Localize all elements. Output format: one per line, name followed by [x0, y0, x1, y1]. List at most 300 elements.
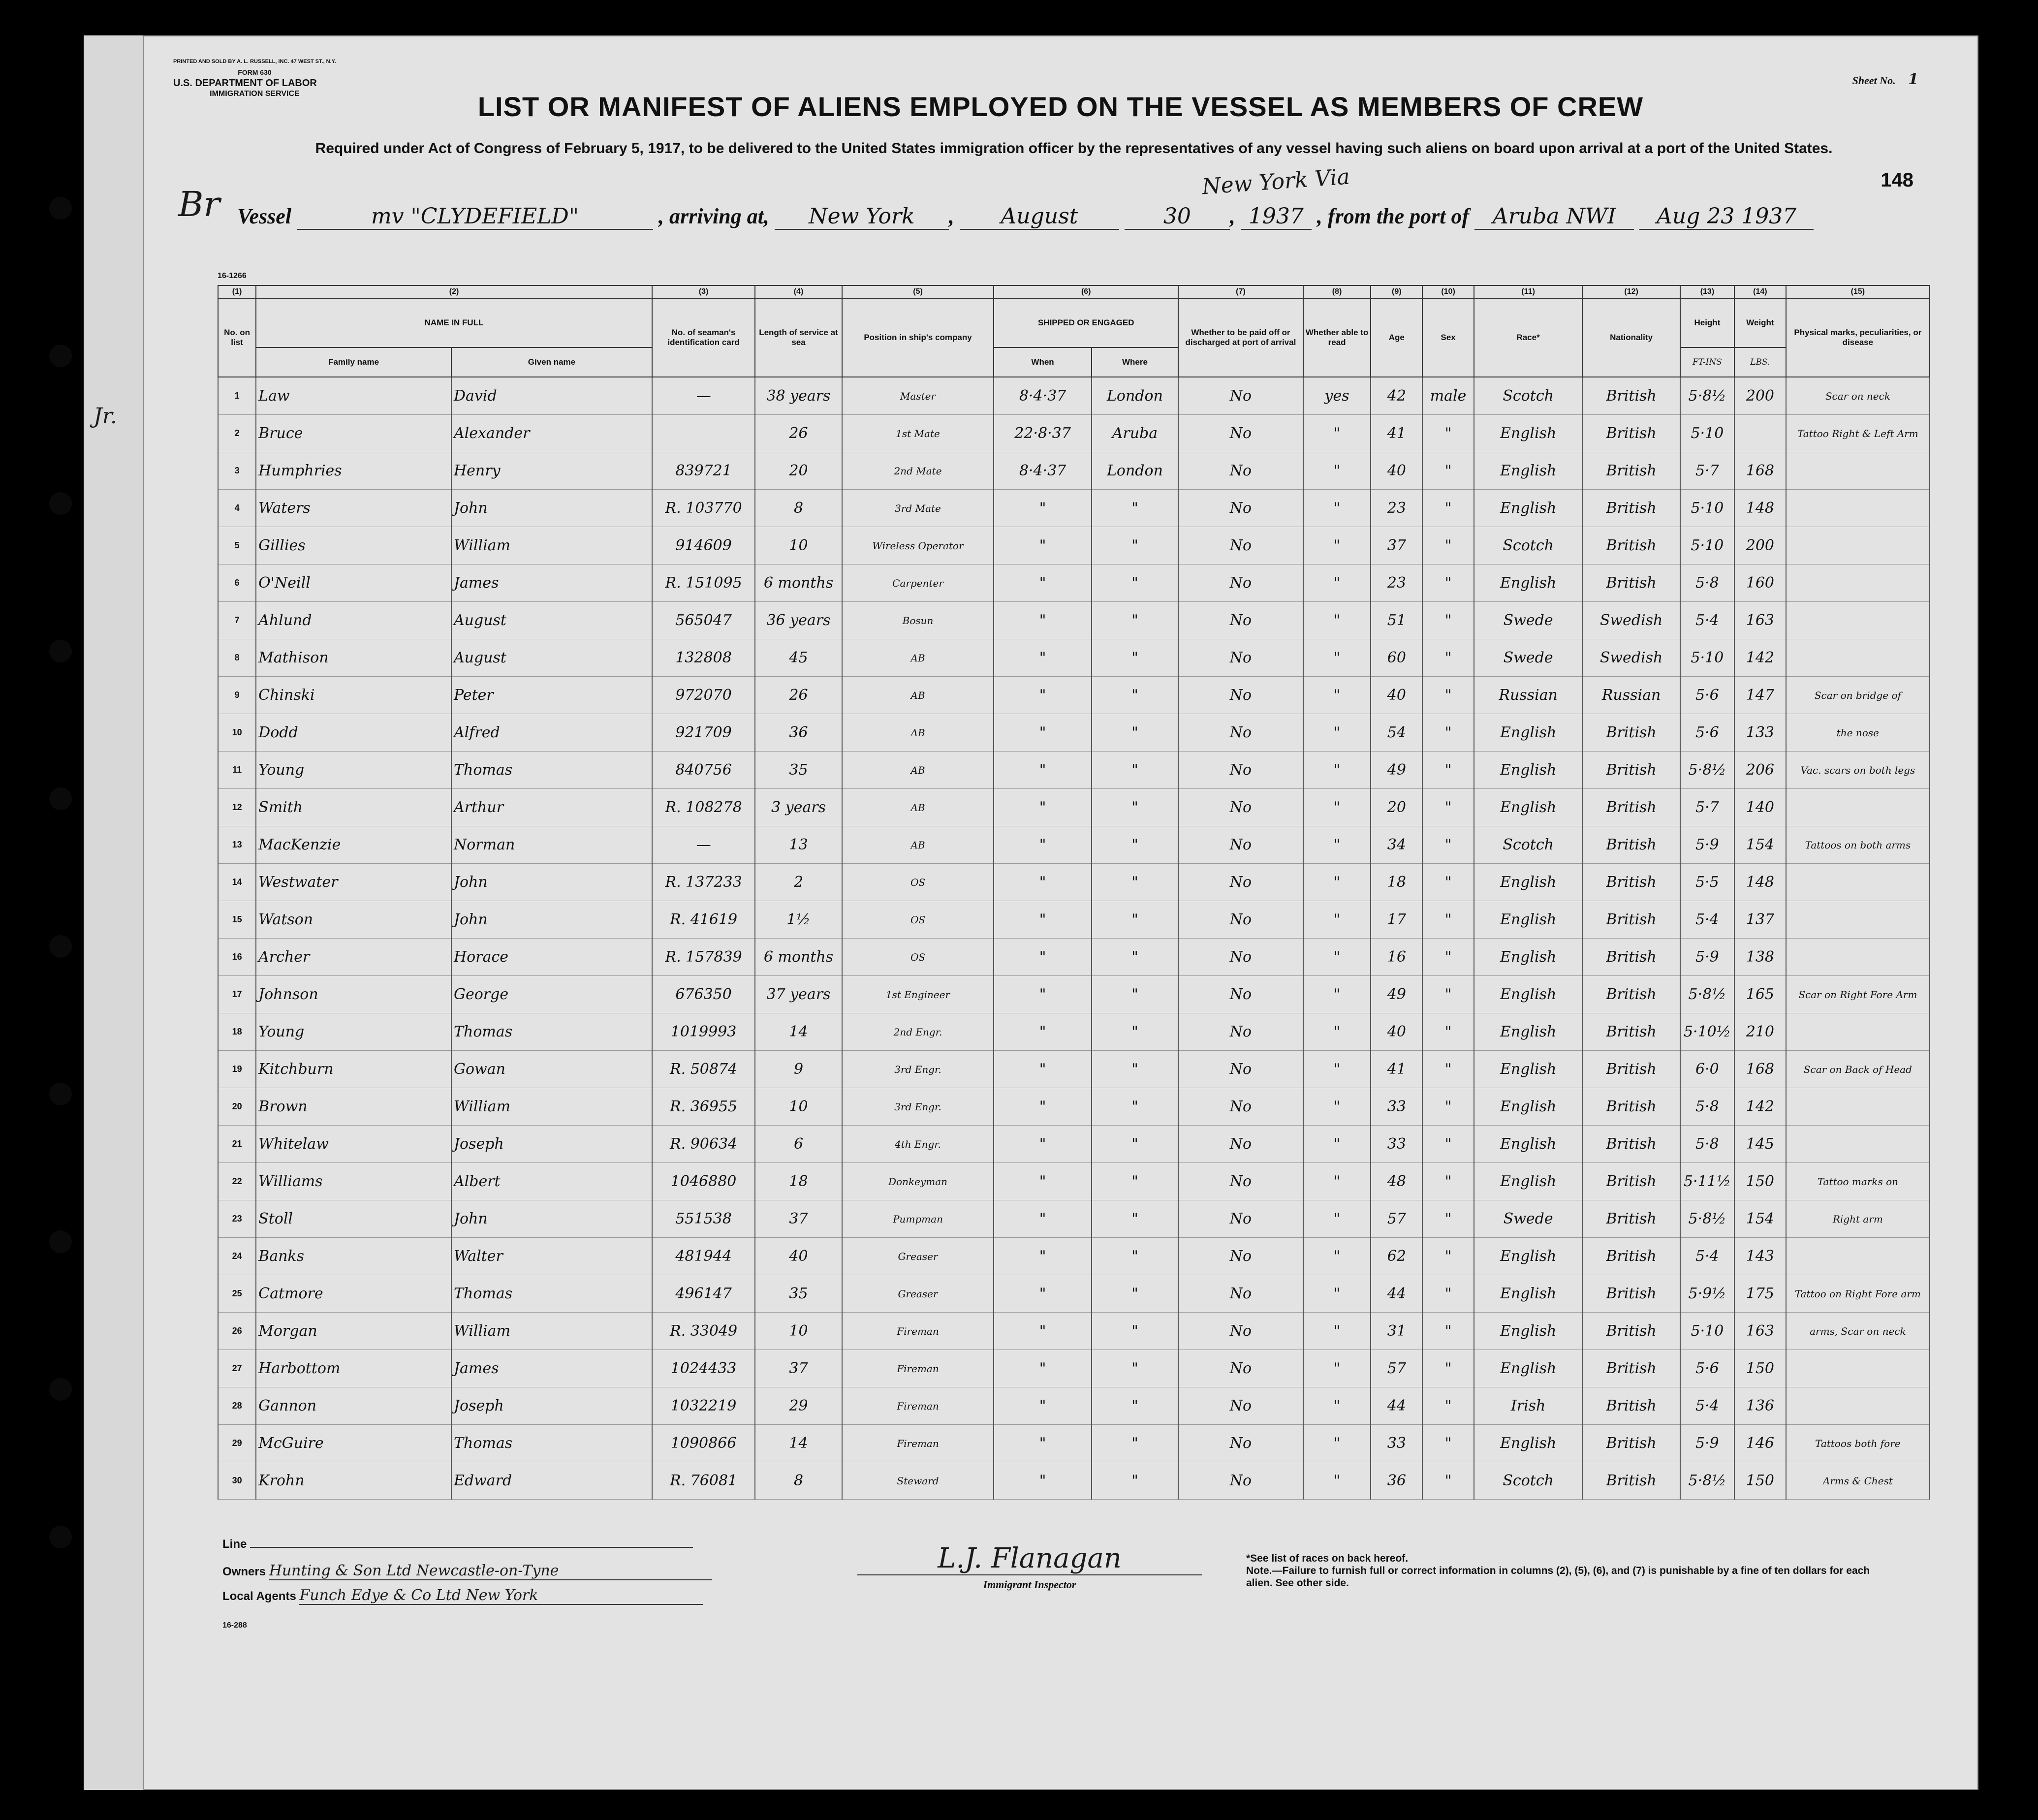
height-cell: 5·9½: [1680, 1275, 1734, 1313]
race-cell: Scotch: [1474, 527, 1582, 565]
header-row-1: [218, 298, 1930, 347]
crew-row: [218, 677, 1930, 714]
position-cell: AB: [842, 639, 994, 677]
length-of-service-cell: 36: [755, 714, 842, 752]
height-cell: 5·4: [1680, 901, 1734, 939]
family-name-cell: Williams: [256, 1163, 451, 1200]
physical-marks-cell: arms, Scar on neck: [1786, 1313, 1930, 1350]
able-to-read-cell: ": [1303, 1387, 1371, 1425]
race-cell: English: [1474, 1425, 1582, 1462]
nationality-cell: British: [1582, 527, 1680, 565]
arrival-year: 1937: [1241, 204, 1312, 230]
weight-cell: [1734, 415, 1786, 452]
given-name-cell: James: [451, 565, 652, 602]
family-name-cell: Westwater: [256, 864, 451, 901]
weight-cell: 154: [1734, 826, 1786, 864]
age-cell: 41: [1371, 415, 1422, 452]
race-cell: Swede: [1474, 602, 1582, 639]
crew-row: [218, 789, 1930, 826]
length-of-service-cell: 14: [755, 1013, 842, 1051]
race-cell: Scotch: [1474, 826, 1582, 864]
row-number-cell: 11: [218, 752, 256, 789]
age-cell: 33: [1371, 1425, 1422, 1462]
length-of-service-cell: 1½: [755, 901, 842, 939]
header-no: No. on list: [218, 298, 256, 377]
able-to-read-cell: ": [1303, 1462, 1371, 1500]
able-to-read-cell: ": [1303, 1425, 1371, 1462]
position-cell: Greaser: [842, 1275, 994, 1313]
paid-off-cell: No: [1178, 976, 1303, 1013]
nationality-cell: British: [1582, 1425, 1680, 1462]
sex-cell: ": [1422, 1313, 1474, 1350]
crew-row: [218, 1350, 1930, 1387]
line-label: Line: [222, 1538, 247, 1551]
owners-row: [222, 1562, 813, 1587]
position-cell: 1st Mate: [842, 415, 994, 452]
given-name-cell: John: [451, 1200, 652, 1238]
id-card-cell: 132808: [652, 639, 755, 677]
sex-cell: ": [1422, 1013, 1474, 1051]
crew-table: [218, 285, 1930, 1500]
row-number-cell: 19: [218, 1051, 256, 1088]
sex-cell: ": [1422, 1425, 1474, 1462]
sex-cell: ": [1422, 1387, 1474, 1425]
given-name-cell: Arthur: [451, 789, 652, 826]
height-cell: 5·7: [1680, 789, 1734, 826]
id-card-cell: [652, 415, 755, 452]
given-name-cell: Gowan: [451, 1051, 652, 1088]
height-cell: 5·9: [1680, 939, 1734, 976]
position-cell: OS: [842, 939, 994, 976]
age-cell: 33: [1371, 1088, 1422, 1126]
sex-cell: ": [1422, 1350, 1474, 1387]
given-name-cell: Albert: [451, 1163, 652, 1200]
physical-marks-cell: Tattoo Right & Left Arm: [1786, 415, 1930, 452]
shipped-when-cell: ": [994, 826, 1091, 864]
family-name-cell: Waters: [256, 490, 451, 527]
header-weight-unit: LBS.: [1734, 347, 1786, 377]
family-name-cell: Gillies: [256, 527, 451, 565]
race-cell: English: [1474, 714, 1582, 752]
age-cell: 40: [1371, 677, 1422, 714]
nationality-cell: British: [1582, 1387, 1680, 1425]
age-cell: 34: [1371, 826, 1422, 864]
given-name-cell: Thomas: [451, 1013, 652, 1051]
col-num: (5): [842, 285, 994, 298]
id-card-cell: 1019993: [652, 1013, 755, 1051]
binding-hole: [49, 640, 72, 662]
weight-cell: 140: [1734, 789, 1786, 826]
shipped-where-cell: ": [1092, 1238, 1178, 1275]
shipped-when-cell: 22·8·37: [994, 415, 1091, 452]
header-nationality: Nationality: [1582, 298, 1680, 377]
weight-cell: 160: [1734, 565, 1786, 602]
shipped-where-cell: Aruba: [1092, 415, 1178, 452]
sex-cell: ": [1422, 789, 1474, 826]
nationality-cell: British: [1582, 1126, 1680, 1163]
crew-row: [218, 976, 1930, 1013]
given-name-cell: Alexander: [451, 415, 652, 452]
shipped-where-cell: ": [1092, 1200, 1178, 1238]
bottom-code: 16-288: [222, 1621, 247, 1630]
header-shipped: SHIPPED OR ENGAGED: [994, 298, 1178, 347]
weight-cell: 200: [1734, 527, 1786, 565]
arrival-day: 30: [1125, 204, 1230, 230]
shipped-where-cell: ": [1092, 1013, 1178, 1051]
physical-marks-cell: [1786, 452, 1930, 490]
shipped-when-cell: ": [994, 1013, 1091, 1051]
physical-marks-cell: [1786, 1238, 1930, 1275]
family-name-cell: O'Neill: [256, 565, 451, 602]
height-cell: 5·6: [1680, 677, 1734, 714]
race-cell: English: [1474, 415, 1582, 452]
id-card-cell: 1090866: [652, 1425, 755, 1462]
shipped-where-cell: ": [1092, 1462, 1178, 1500]
row-number-cell: 10: [218, 714, 256, 752]
crew-row: [218, 752, 1930, 789]
position-cell: Greaser: [842, 1238, 994, 1275]
row-number-cell: 8: [218, 639, 256, 677]
length-of-service-cell: 9: [755, 1051, 842, 1088]
id-card-cell: 676350: [652, 976, 755, 1013]
race-cell: English: [1474, 452, 1582, 490]
shipped-when-cell: ": [994, 789, 1091, 826]
able-to-read-cell: ": [1303, 714, 1371, 752]
position-cell: Fireman: [842, 1387, 994, 1425]
header-when: When: [994, 347, 1091, 377]
shipped-when-cell: ": [994, 602, 1091, 639]
physical-marks-cell: [1786, 939, 1930, 976]
position-cell: 2nd Engr.: [842, 1013, 994, 1051]
age-cell: 33: [1371, 1126, 1422, 1163]
row-number-cell: 28: [218, 1387, 256, 1425]
row-number-cell: 2: [218, 415, 256, 452]
shipped-when-cell: ": [994, 677, 1091, 714]
age-cell: 57: [1371, 1200, 1422, 1238]
id-card-cell: 481944: [652, 1238, 755, 1275]
able-to-read-cell: ": [1303, 1238, 1371, 1275]
physical-marks-cell: Tattoo marks on: [1786, 1163, 1930, 1200]
position-cell: OS: [842, 901, 994, 939]
height-cell: 5·7: [1680, 452, 1734, 490]
age-cell: 62: [1371, 1238, 1422, 1275]
paid-off-cell: No: [1178, 1013, 1303, 1051]
page-number: 148: [1881, 169, 1913, 191]
shipped-where-cell: ": [1092, 1163, 1178, 1200]
race-cell: English: [1474, 789, 1582, 826]
able-to-read-cell: ": [1303, 677, 1371, 714]
shipped-when-cell: ": [994, 1238, 1091, 1275]
paid-off-cell: No: [1178, 639, 1303, 677]
weight-cell: 137: [1734, 901, 1786, 939]
race-cell: English: [1474, 1013, 1582, 1051]
shipped-when-cell: ": [994, 1387, 1091, 1425]
shipped-where-cell: London: [1092, 452, 1178, 490]
crew-row: [218, 901, 1930, 939]
paid-off-cell: No: [1178, 1275, 1303, 1313]
family-name-cell: Humphries: [256, 452, 451, 490]
paid-off-cell: No: [1178, 714, 1303, 752]
position-cell: Fireman: [842, 1313, 994, 1350]
age-cell: 23: [1371, 565, 1422, 602]
height-cell: 5·4: [1680, 1387, 1734, 1425]
weight-cell: 150: [1734, 1163, 1786, 1200]
age-cell: 37: [1371, 527, 1422, 565]
nationality-cell: British: [1582, 714, 1680, 752]
given-name-cell: Joseph: [451, 1387, 652, 1425]
able-to-read-cell: yes: [1303, 377, 1371, 415]
nationality-cell: British: [1582, 939, 1680, 976]
sex-cell: ": [1422, 826, 1474, 864]
shipped-where-cell: ": [1092, 1051, 1178, 1088]
shipped-when-cell: ": [994, 901, 1091, 939]
age-cell: 51: [1371, 602, 1422, 639]
sex-cell: ": [1422, 415, 1474, 452]
family-name-cell: Whitelaw: [256, 1126, 451, 1163]
shipped-when-cell: ": [994, 1200, 1091, 1238]
vessel-label: Vessel: [237, 204, 291, 228]
id-card-cell: 565047: [652, 602, 755, 639]
weight-cell: 133: [1734, 714, 1786, 752]
id-card-cell: 496147: [652, 1275, 755, 1313]
able-to-read-cell: ": [1303, 864, 1371, 901]
age-cell: 20: [1371, 789, 1422, 826]
id-card-cell: 551538: [652, 1200, 755, 1238]
crew-row: [218, 1425, 1930, 1462]
paid-off-cell: No: [1178, 565, 1303, 602]
form-number: FORM 630: [238, 68, 272, 76]
nationality-cell: British: [1582, 901, 1680, 939]
weight-cell: 210: [1734, 1013, 1786, 1051]
nationality-cell: British: [1582, 1013, 1680, 1051]
position-cell: 2nd Mate: [842, 452, 994, 490]
position-cell: 1st Engineer: [842, 976, 994, 1013]
departure-date: Aug 23 1937: [1639, 204, 1814, 230]
weight-cell: 147: [1734, 677, 1786, 714]
col-num: (1): [218, 285, 256, 298]
shipped-where-cell: ": [1092, 490, 1178, 527]
id-card-cell: R. 33049: [652, 1313, 755, 1350]
given-name-cell: August: [451, 639, 652, 677]
crew-row: [218, 1275, 1930, 1313]
weight-cell: 163: [1734, 1313, 1786, 1350]
owners-value: Hunting & Son Ltd Newcastle-on-Tyne: [269, 1562, 712, 1580]
nationality-cell: Swedish: [1582, 602, 1680, 639]
race-cell: English: [1474, 864, 1582, 901]
race-cell: English: [1474, 901, 1582, 939]
given-name-cell: Norman: [451, 826, 652, 864]
crew-table-wrapper: [218, 285, 1930, 1500]
header-given-name: Given name: [451, 347, 652, 377]
id-card-cell: R. 157839: [652, 939, 755, 976]
crew-row: [218, 714, 1930, 752]
family-name-cell: Ahlund: [256, 602, 451, 639]
sex-cell: ": [1422, 864, 1474, 901]
id-card-cell: R. 36955: [652, 1088, 755, 1126]
sex-cell: ": [1422, 1462, 1474, 1500]
shipped-where-cell: ": [1092, 602, 1178, 639]
nationality-cell: British: [1582, 1350, 1680, 1387]
agents-label: Local Agents: [222, 1590, 296, 1603]
paid-off-cell: No: [1178, 1313, 1303, 1350]
physical-marks-cell: [1786, 490, 1930, 527]
paid-off-cell: No: [1178, 490, 1303, 527]
col-num: (6): [994, 285, 1178, 298]
agents-row: [222, 1587, 813, 1611]
paid-off-cell: No: [1178, 826, 1303, 864]
sex-cell: ": [1422, 527, 1474, 565]
family-name-cell: Krohn: [256, 1462, 451, 1500]
id-card-cell: R. 76081: [652, 1462, 755, 1500]
length-of-service-cell: 45: [755, 639, 842, 677]
line-row: [222, 1538, 813, 1562]
sex-cell: ": [1422, 565, 1474, 602]
given-name-cell: Horace: [451, 939, 652, 976]
sex-cell: ": [1422, 490, 1474, 527]
shipped-where-cell: London: [1092, 377, 1178, 415]
length-of-service-cell: 37 years: [755, 976, 842, 1013]
nationality-cell: British: [1582, 976, 1680, 1013]
shipped-where-cell: ": [1092, 1275, 1178, 1313]
position-cell: AB: [842, 826, 994, 864]
sex-cell: ": [1422, 639, 1474, 677]
service: IMMIGRATION SERVICE: [210, 90, 300, 98]
header-service: Length of service at sea: [755, 298, 842, 377]
height-cell: 5·4: [1680, 1238, 1734, 1275]
shipped-when-cell: ": [994, 1350, 1091, 1387]
paid-off-cell: No: [1178, 1462, 1303, 1500]
physical-marks-cell: the nose: [1786, 714, 1930, 752]
id-card-cell: 921709: [652, 714, 755, 752]
sheet-number-label: Sheet No.: [1852, 74, 1896, 87]
id-card-cell: —: [652, 826, 755, 864]
weight-cell: 165: [1734, 976, 1786, 1013]
crew-row: [218, 415, 1930, 452]
height-cell: 5·4: [1680, 602, 1734, 639]
able-to-read-cell: ": [1303, 415, 1371, 452]
able-to-read-cell: ": [1303, 939, 1371, 976]
race-cell: Russian: [1474, 677, 1582, 714]
weight-cell: 138: [1734, 939, 1786, 976]
position-cell: Donkeyman: [842, 1163, 994, 1200]
given-name-cell: Henry: [451, 452, 652, 490]
header-marks: Physical marks, peculiarities, or disease: [1786, 298, 1930, 377]
row-number-cell: 12: [218, 789, 256, 826]
able-to-read-cell: ": [1303, 1350, 1371, 1387]
id-card-cell: 1032219: [652, 1387, 755, 1425]
height-cell: 5·8: [1680, 1126, 1734, 1163]
able-to-read-cell: ": [1303, 1200, 1371, 1238]
binding-hole: [49, 935, 72, 958]
id-card-cell: —: [652, 377, 755, 415]
length-of-service-cell: 20: [755, 452, 842, 490]
shipped-where-cell: ": [1092, 789, 1178, 826]
header-age: Age: [1371, 298, 1422, 377]
age-cell: 42: [1371, 377, 1422, 415]
shipped-where-cell: ": [1092, 527, 1178, 565]
sex-cell: ": [1422, 677, 1474, 714]
weight-cell: 142: [1734, 1088, 1786, 1126]
given-name-cell: Edward: [451, 1462, 652, 1500]
col-num: (4): [755, 285, 842, 298]
crew-row: [218, 1088, 1930, 1126]
vessel-name: mv "CLYDEFIELD": [297, 204, 653, 230]
note-races: *See list of races on back hereof.: [1246, 1553, 1409, 1564]
physical-marks-cell: [1786, 789, 1930, 826]
header-name: NAME IN FULL: [256, 298, 652, 347]
shipped-when-cell: ": [994, 1462, 1091, 1500]
physical-marks-cell: Tattoos on both arms: [1786, 826, 1930, 864]
physical-marks-cell: Scar on Back of Head: [1786, 1051, 1930, 1088]
shipped-where-cell: ": [1092, 1387, 1178, 1425]
crew-row: [218, 1387, 1930, 1425]
position-cell: 3rd Engr.: [842, 1088, 994, 1126]
nationality-cell: Russian: [1582, 677, 1680, 714]
owners-label: Owners: [222, 1565, 266, 1578]
height-cell: 5·10: [1680, 527, 1734, 565]
able-to-read-cell: ": [1303, 639, 1371, 677]
row-number-cell: 18: [218, 1013, 256, 1051]
sex-cell: ": [1422, 1238, 1474, 1275]
length-of-service-cell: 14: [755, 1425, 842, 1462]
header-read: Whether able to read: [1303, 298, 1371, 377]
nationality-cell: British: [1582, 789, 1680, 826]
id-card-cell: R. 90634: [652, 1126, 755, 1163]
race-cell: English: [1474, 1088, 1582, 1126]
age-cell: 36: [1371, 1462, 1422, 1500]
age-cell: 17: [1371, 901, 1422, 939]
length-of-service-cell: 37: [755, 1350, 842, 1387]
shipped-when-cell: ": [994, 527, 1091, 565]
position-cell: 4th Engr.: [842, 1126, 994, 1163]
race-cell: Scotch: [1474, 1462, 1582, 1500]
age-cell: 31: [1371, 1313, 1422, 1350]
able-to-read-cell: ": [1303, 452, 1371, 490]
length-of-service-cell: 10: [755, 1088, 842, 1126]
via-note: New York Via: [1201, 164, 1351, 200]
able-to-read-cell: ": [1303, 752, 1371, 789]
physical-marks-cell: [1786, 639, 1930, 677]
age-cell: 40: [1371, 452, 1422, 490]
id-card-cell: R. 50874: [652, 1051, 755, 1088]
physical-marks-cell: [1786, 1387, 1930, 1425]
nationality-cell: British: [1582, 1313, 1680, 1350]
binding-hole: [49, 1378, 72, 1401]
footer-block: [222, 1538, 813, 1630]
shipped-where-cell: ": [1092, 901, 1178, 939]
sex-cell: ": [1422, 1163, 1474, 1200]
height-cell: 5·5: [1680, 864, 1734, 901]
weight-cell: 206: [1734, 752, 1786, 789]
col-num: (14): [1734, 285, 1786, 298]
agents-value: Funch Edye & Co Ltd New York: [299, 1587, 703, 1605]
from-port-label: , from the port of: [1317, 204, 1470, 228]
age-cell: 23: [1371, 490, 1422, 527]
physical-marks-cell: Vac. scars on both legs: [1786, 752, 1930, 789]
age-cell: 41: [1371, 1051, 1422, 1088]
length-of-service-cell: 10: [755, 1313, 842, 1350]
row-number-cell: 23: [218, 1200, 256, 1238]
crew-row: [218, 864, 1930, 901]
paid-off-cell: No: [1178, 901, 1303, 939]
nationality-cell: British: [1582, 377, 1680, 415]
col-num: (3): [652, 285, 755, 298]
length-of-service-cell: 3 years: [755, 789, 842, 826]
crew-row: [218, 1313, 1930, 1350]
given-name-cell: Peter: [451, 677, 652, 714]
row-number-cell: 7: [218, 602, 256, 639]
shipped-when-cell: ": [994, 752, 1091, 789]
